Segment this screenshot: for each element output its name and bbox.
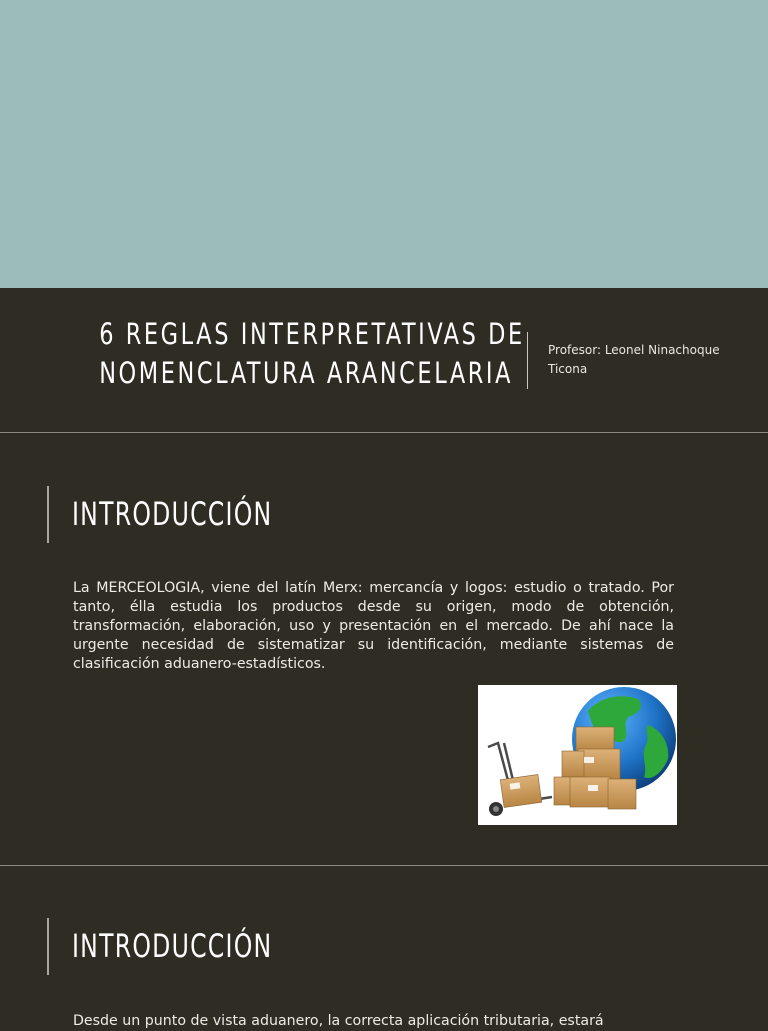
globe-and-boxes-illustration <box>478 685 677 825</box>
slide-separator <box>0 865 768 866</box>
title-line-1: 6 REGLAS INTERPRETATIVAS DE <box>99 317 525 351</box>
section-heading: INTRODUCCIÓN <box>72 927 273 965</box>
intro-paragraph: La MERCEOLOGIA, viene del latín Merx: mercancía y logos: estudio o tratado. Por tanto, élla estudia los productos desde su origen, modo de obtención, transformación, elaboración, uso y presentación en el mercado. De ahí nace la urgente necesidad de sistematizar su identificación, mediante sistemas de clasificación aduanero-estadísticos. <box>73 580 674 672</box>
title-slide-top-band <box>0 0 768 288</box>
slide-separator <box>0 432 768 433</box>
presentation-title <box>99 315 525 393</box>
intro-paragraph: Desde un punto de vista aduanero, la correcta aplicación tributaria, estará <box>73 1013 604 1029</box>
title-line-2: NOMENCLATURA ARANCELARIA <box>99 356 514 390</box>
globe-boxes-image <box>478 685 677 825</box>
presenter-subtitle: Profesor: Leonel Ninachoque Ticona <box>548 343 720 376</box>
heading-accent-bar <box>47 918 49 975</box>
section-heading: INTRODUCCIÓN <box>72 495 273 533</box>
title-divider <box>527 332 528 389</box>
heading-accent-bar <box>47 486 49 543</box>
